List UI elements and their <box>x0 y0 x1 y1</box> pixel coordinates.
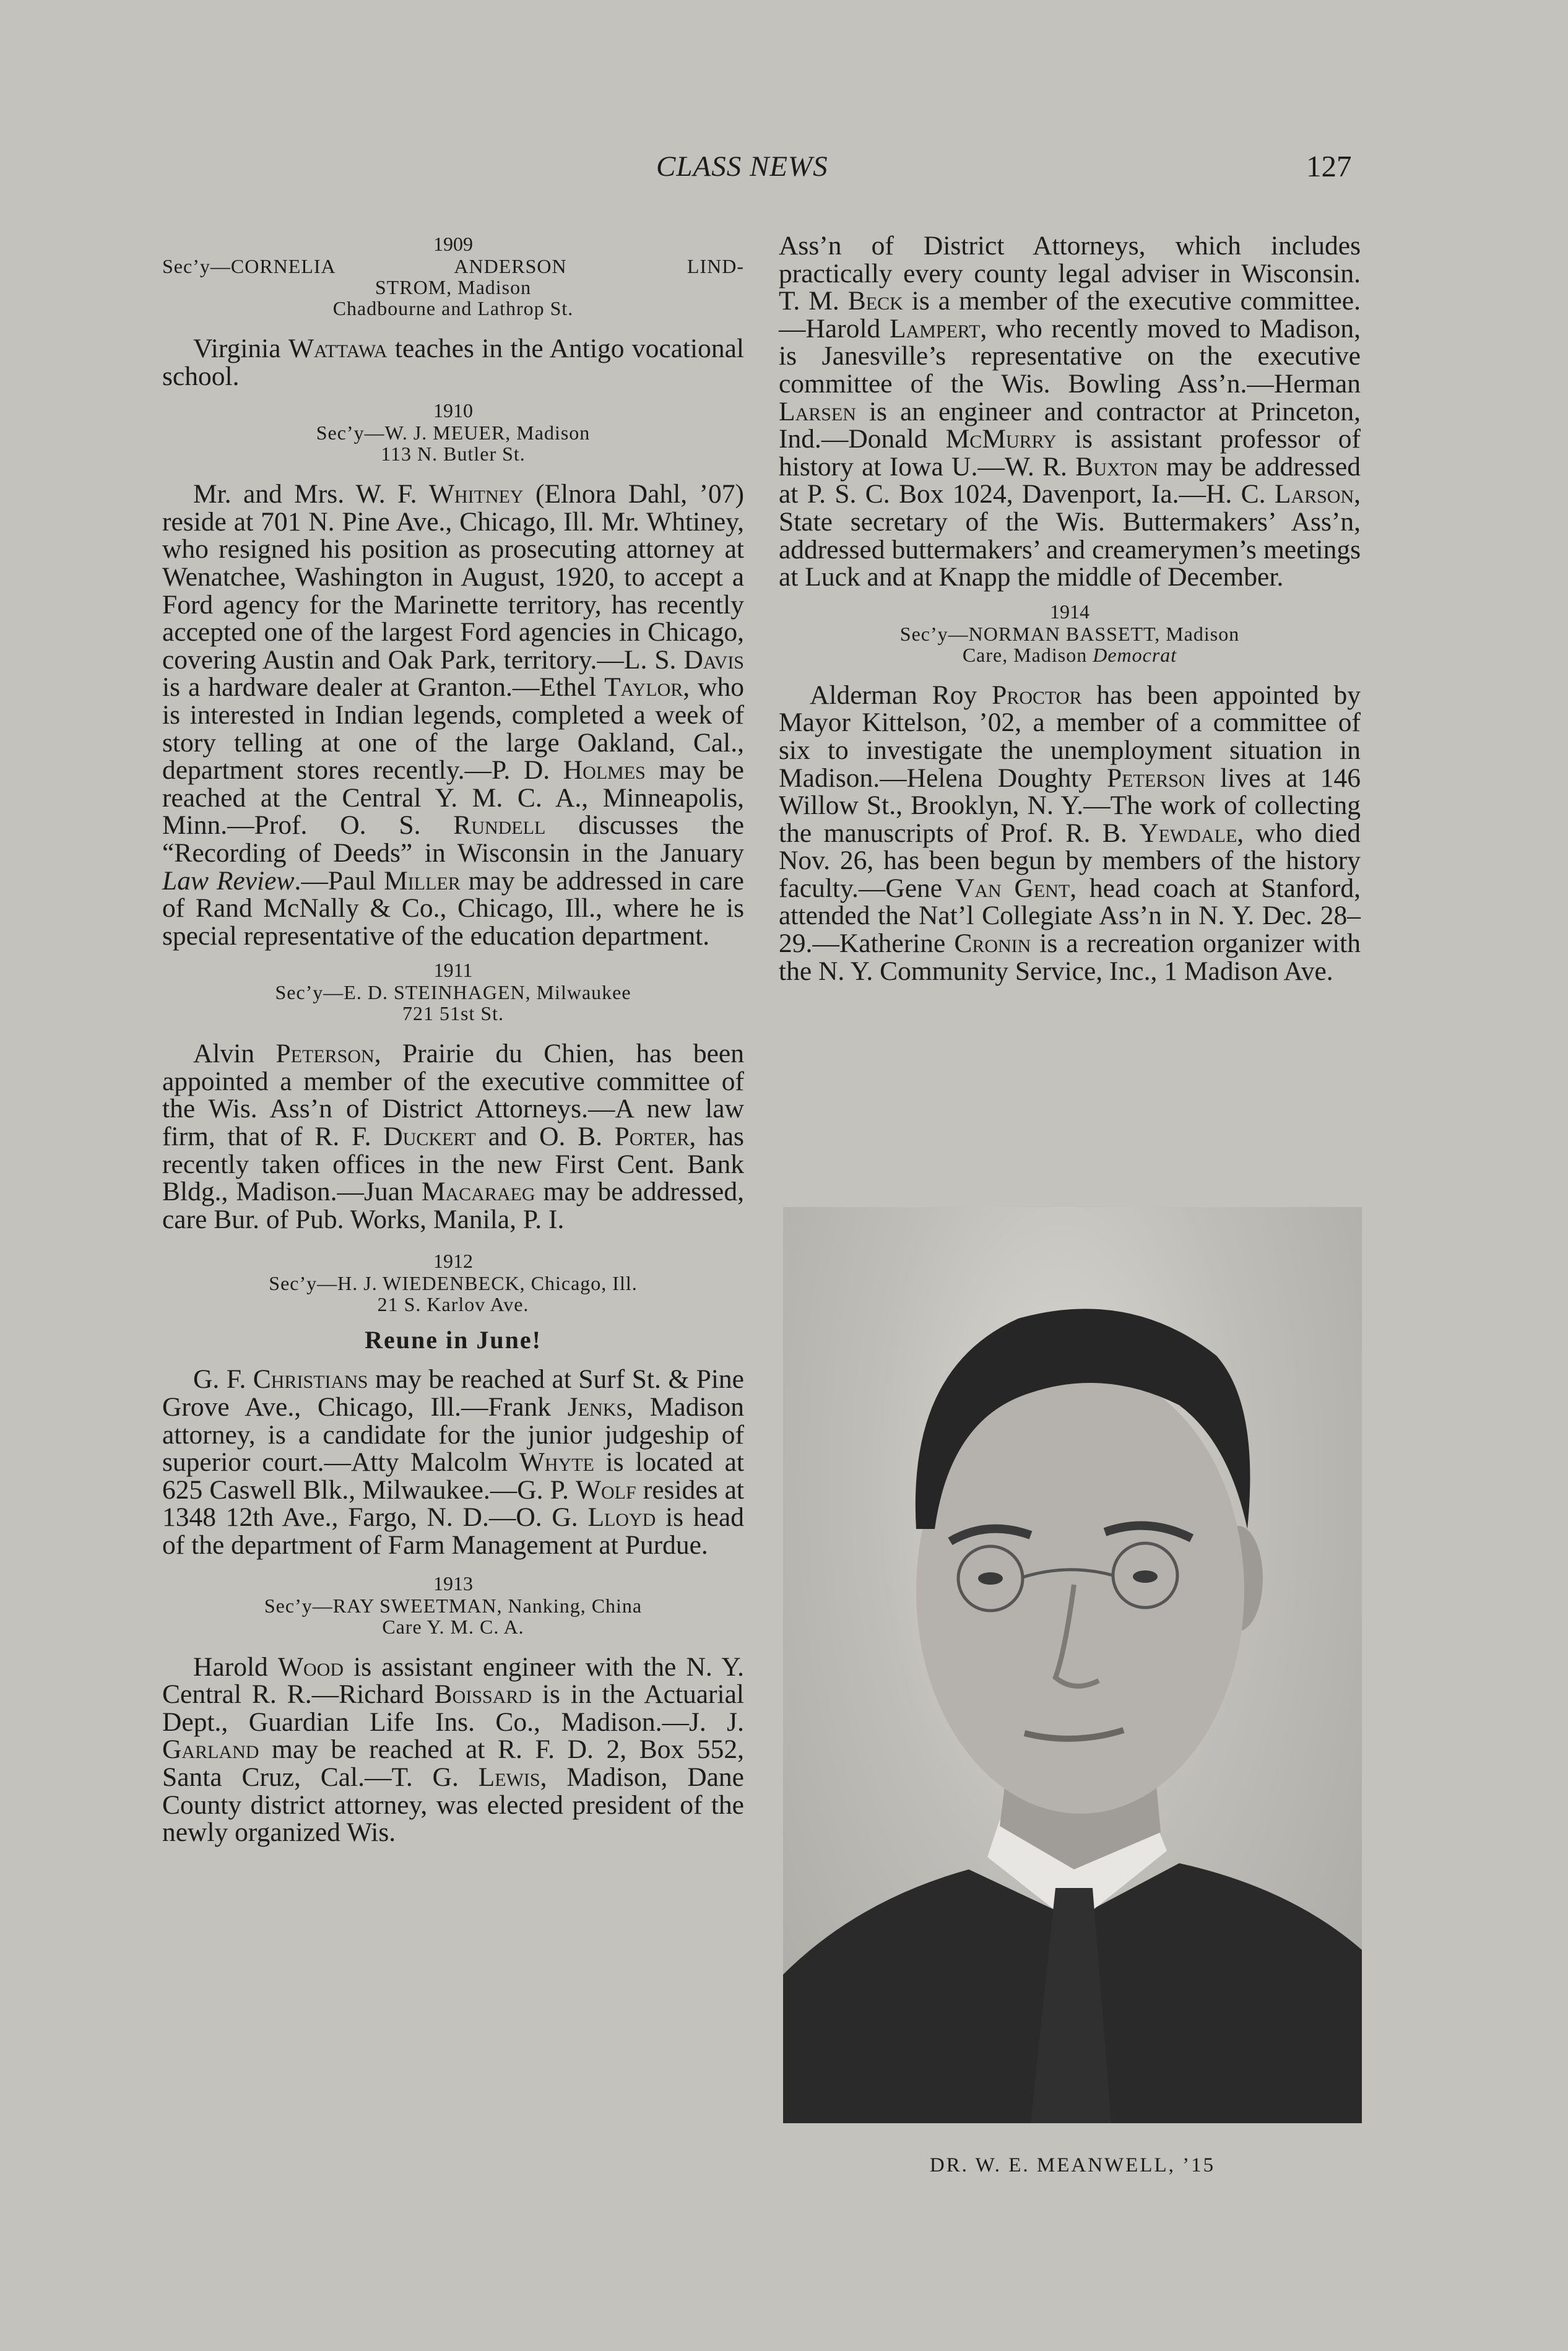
secretary-address: Care, Madison Democrat <box>962 643 1177 666</box>
portrait-illustration <box>783 1207 1362 2123</box>
alumni-name: Holmes <box>563 755 646 786</box>
class-year-heading: 1912 <box>433 1250 473 1273</box>
alumni-name: Peterson <box>1107 763 1206 793</box>
photo-caption: DR. W. E. MEANWELL, ’15 <box>929 2154 1216 2176</box>
secretary-line: Sec’y—RAY SWEETMAN, Nanking, China <box>264 1594 643 1617</box>
left-column <box>162 232 744 1855</box>
alumni-name: Taylor <box>604 672 683 703</box>
alumni-name: Porter <box>614 1122 690 1152</box>
alumni-name: Garland <box>162 1734 259 1765</box>
alumni-name: Buxton <box>1075 451 1158 482</box>
class-1912-section <box>162 1249 744 1559</box>
class-1909-section <box>162 232 744 390</box>
news-paragraph: Alvin Peterson, Prairie du Chien, has been appointed a member of the executive committee of the Wis. Ass’n of District Attorneys.—A new law firm, that of R. F. Duckert and O. B. Porter, has recently taken offices in the new First Cent. Bank Bldg., Madison.—Juan Macaraeg may be addressed, care Bur. of Pub. Works, Manila, P. I. <box>162 1039 744 1234</box>
running-head: CLASS NEWS <box>656 150 828 183</box>
news-paragraph: Harold Wood is assistant engineer with the N. Y. Central R. R.—Richard Boissard is in the Actuarial Dept., Guardian Life Ins. Co., Madison.—J. J. Garland may be reached at R. F. D. 2, Box 552, Santa Cruz, Cal.—T. G. Lewis, Madison, Dane County district attorney, was elected president of the newly organized Wis. <box>162 1652 744 1848</box>
news-paragraph: G. F. Christians may be reached at Surf St. & Pine Grove Ave., Chicago, Ill.—Frank Jenks, Madison attorney, is a candidate for the junior judgeship of superior court.—Atty Malcolm Whyte is located at 625 Caswell Blk., Milwaukee.—G. P. Wolf resides at 1348 12th Ave., Fargo, N. D.—O. G. Lloyd is head of the department of Farm Management at Purdue. <box>162 1364 744 1560</box>
secretary-address: 721 51st St. <box>402 1002 505 1025</box>
alumni-name: Van Gent <box>955 873 1070 903</box>
alumni-name: Boissard <box>434 1679 532 1710</box>
alumni-name: Davis <box>683 644 744 675</box>
secretary-line: Sec’y—E. D. STEINHAGEN, Milwaukee <box>275 981 631 1004</box>
secretary-address: 21 S. Karlov Ave. <box>377 1293 529 1316</box>
alumni-name: Rundell <box>453 810 546 841</box>
class-year-heading: 1910 <box>433 399 473 422</box>
class-year-heading: 1909 <box>433 233 473 255</box>
secretary-line: STROM, Madison <box>375 276 532 298</box>
secretary-line: Sec’y—CORNELIA ANDERSON LIND- <box>162 255 744 277</box>
alumni-name: Peterson <box>275 1039 375 1069</box>
class-year-heading: 1911 <box>433 959 473 982</box>
alumni-name: Miller <box>384 865 461 896</box>
secretary-address: Care Y. M. C. A. <box>382 1615 524 1638</box>
alumni-name: McMurry <box>945 424 1057 454</box>
alumni-name: Wood <box>277 1652 344 1682</box>
secretary-address: 113 N. Butler St. <box>381 443 526 465</box>
alumni-name: Larson <box>1274 479 1354 509</box>
news-paragraph: Ass’n of District Attorneys, which includes practically every county legal adviser in Wisconsin. T. M. Beck is a member of the executive committee.—Harold Lampert, who recently moved to Madison, is Janesville’s representative on the executive committee of the Wis. Bowling Ass’n.—Herman Larsen is an engineer and contractor at Princeton, Ind.—Donald McMurry is assistant professor of history at Iowa U.—W. R. Buxton may be addressed at P. S. C. Box 1024, Davenport, Ia.—H. C. Larson, State secretary of the Wis. Buttermakers’ Ass’n, addressed buttermakers’ and creamerymen’s meetings at Luck and at Knapp the middle of December. <box>779 231 1361 592</box>
alumni-name: Duckert <box>383 1122 476 1152</box>
alumni-name: Yewdale <box>1139 818 1237 848</box>
alumni-name: Wattawa <box>288 334 388 363</box>
class-1914-section <box>779 600 1361 985</box>
alumni-name: Beck <box>847 286 903 316</box>
alumni-name: Whitney <box>428 479 524 509</box>
alumni-name: Christians <box>253 1364 368 1395</box>
newspaper-title: Democrat <box>1093 643 1177 666</box>
reune-heading: Reune in June! <box>365 1326 542 1354</box>
class-year-heading: 1914 <box>1050 600 1089 623</box>
class-1913-section <box>162 1572 744 1847</box>
news-paragraph: Alderman Roy Proctor has been appointed by Mayor Kittelson, ’02, a member of a committee of six to investigate the unemployment situation in Madison.—Helena Doughty Peterson lives at 146 Willow St., Brooklyn, N. Y.—The work of collecting the manuscripts of Prof. R. B. Yewdale, who died Nov. 26, has been begun by members of the history faculty.—Gene Van Gent, head coach at Stanford, attended the Nat’l Collegiate Ass’n in N. Y. Dec. 28–29.—Katherine Cronin is a recreation organizer with the N. Y. Community Service, Inc., 1 Madison Ave. <box>779 680 1361 986</box>
alumni-name: Lewis <box>478 1762 540 1792</box>
publication-title: Law Review <box>162 865 295 896</box>
alumni-name: Jenks <box>567 1392 627 1422</box>
alumni-name: Cronin <box>954 929 1031 959</box>
alumni-name: Larsen <box>779 396 856 426</box>
alumni-name: Macaraeg <box>421 1177 535 1207</box>
right-column <box>779 232 1361 994</box>
class-year-heading: 1913 <box>433 1572 473 1595</box>
class-1910-section <box>162 399 744 950</box>
news-paragraph: Mr. and Mrs. W. F. Whitney (Elnora Dahl, ’07) reside at 701 N. Pine Ave., Chicago, Ill. Mr. Whtiney, who resigned his position as prosecuting attorney at Wenatchee, Washington in August, 1920, to accept a Ford agency for the Marinette territory, has recently accepted one of the largest Ford agencies in Chicago, covering Austin and Oak Park, territory.—L. S. Davis is a hardware dealer at Granton.—Ethel Taylor, who is interested in Indian legends, completed a week of story telling at one of the large Oakland, Cal., department stores recently.—P. D. Holmes may be reached at the Central Y. M. C. A., Minneapolis, Minn.—Prof. O. S. Rundell discusses the “Recording of Deeds” in Wisconsin in the January Law Review.—Paul Miller may be addressed in care of Rand McNally & Co., Chicago, Ill., where he is special representative of the education department. <box>162 479 744 951</box>
class-1911-section <box>162 958 744 1233</box>
alumni-name: Wolf <box>575 1474 636 1505</box>
alumni-name: Whyte <box>519 1447 594 1478</box>
secretary-address: Chadbourne and Lathrop St. <box>332 297 574 319</box>
alumni-name: Lampert <box>889 313 981 344</box>
secretary-line: Sec’y—W. J. MEUER, Madison <box>316 422 591 444</box>
secretary-line: Sec’y—H. J. WIEDENBECK, Chicago, Ill. <box>269 1272 638 1295</box>
alumni-name: Lloyd <box>587 1502 656 1533</box>
secretary-line: Sec’y—NORMAN BASSETT, Madison <box>899 622 1240 645</box>
news-paragraph: Virginia Wattawa teaches in the Antigo vocational school. <box>162 334 744 391</box>
portrait-photo <box>783 1207 1362 2123</box>
alumni-name: Proctor <box>992 680 1082 710</box>
page-number: 127 <box>1306 149 1352 183</box>
